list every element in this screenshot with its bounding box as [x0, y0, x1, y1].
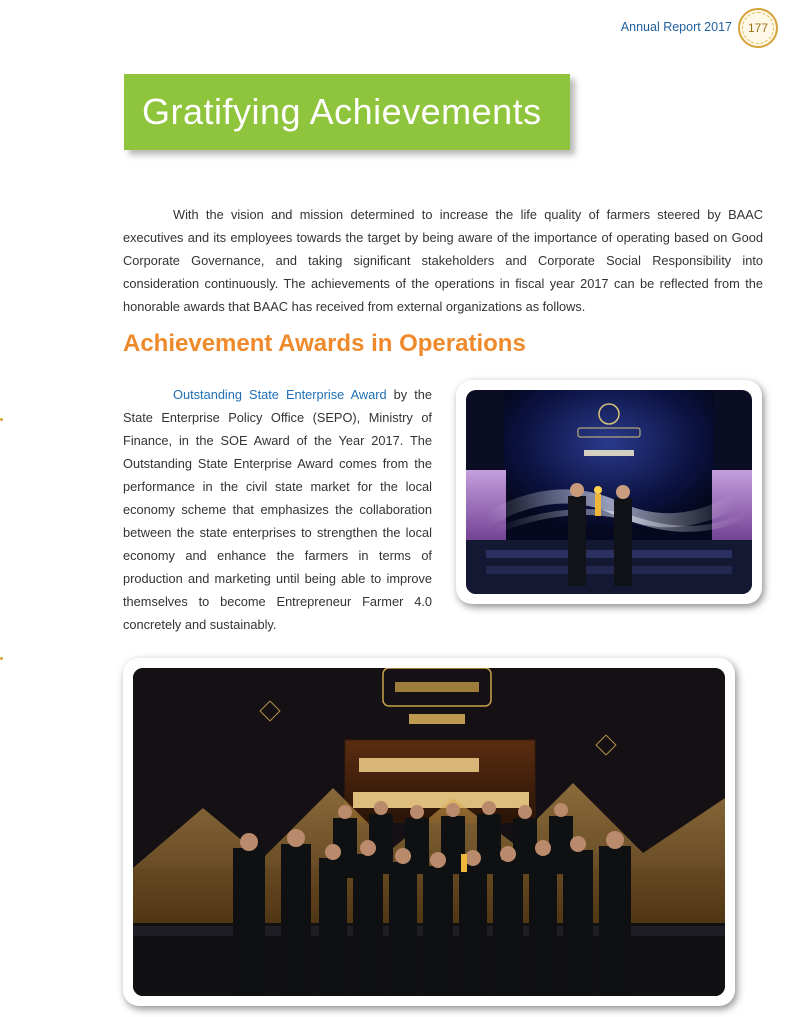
margin-marker	[0, 418, 3, 421]
intro-paragraph: With the vision and mission determined to increase the life quality of farmers steered by BAAC executives and its employees towards the target by being aware of the importance of operating based on Good Corporate Governance, and taking significant stakeholders and Corporate Social Responsibility into consideration continuously. The achievements of the operations in fiscal year 2017 can be reflected from the honorable awards that BAAC has received from external organizations as follows.	[123, 207, 763, 314]
award-paragraph	[123, 383, 432, 636]
group-photo-frame	[123, 658, 735, 1006]
page-number-badge	[738, 8, 778, 48]
award-ceremony-photo	[466, 390, 752, 594]
award-ceremony-photo-frame	[456, 380, 762, 604]
report-label: Annual Report 2017	[620, 20, 732, 34]
section-heading: Achievement Awards in Operations	[123, 330, 526, 357]
award-name: Outstanding State Enterprise Award	[173, 387, 387, 402]
award-description: by the State Enterprise Policy Office (SEPO), Ministry of Finance, in the SOE Award of the Year 2017. The Outstanding State Enterprise Award comes from the performance in the civil state market for the local economy scheme that emphasizes the collaboration between the state enterprises to strengthen the local economy and enhance the farmers in terms of production and marketing until being able to improve themselves to become Entrepreneur Farmer 4.0 concretely and sustainably.	[123, 387, 433, 632]
margin-marker	[0, 657, 3, 660]
page-number: 177	[747, 21, 769, 35]
group-photo	[133, 668, 725, 996]
page-title-banner	[124, 74, 570, 150]
page-title: Gratifying Achievements	[142, 91, 542, 132]
